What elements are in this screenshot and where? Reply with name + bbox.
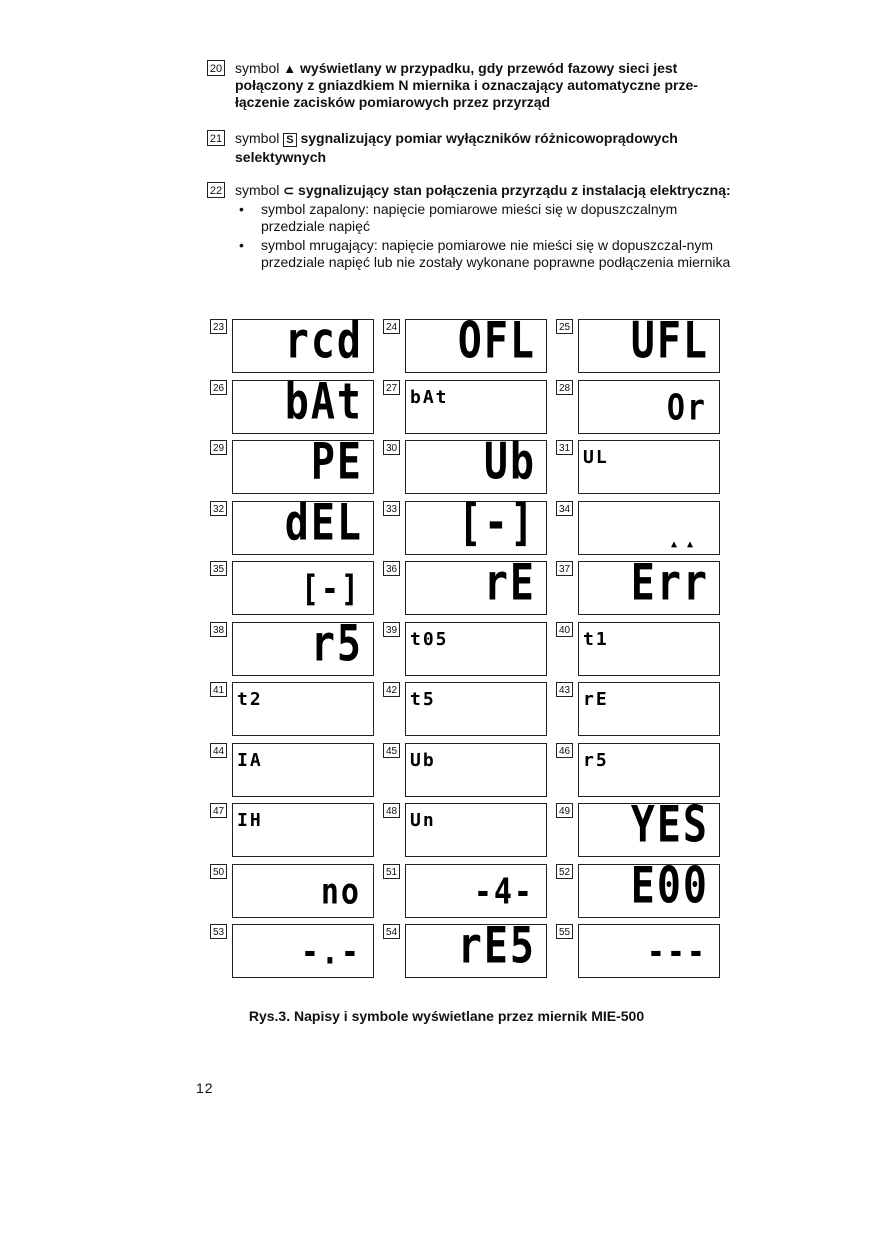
lcd-cell (556, 554, 728, 619)
lcd-display-frame (405, 803, 547, 857)
lcd-display-frame (578, 501, 720, 555)
lcd-cell-number: 39 (383, 622, 400, 637)
lcd-cell (556, 312, 728, 377)
lcd-cell-number: 54 (383, 924, 400, 939)
lcd-text: UFL (630, 312, 709, 370)
lcd-display-frame (232, 743, 374, 797)
lcd-display-frame (405, 682, 547, 736)
lcd-cell (210, 559, 382, 619)
lcd-text: r5 (583, 749, 609, 771)
lcd-display-frame (232, 615, 374, 676)
lcd-cell (383, 433, 555, 498)
lcd-text: Un (410, 810, 436, 831)
lcd-text: Err (630, 554, 709, 612)
lcd-text: bAt (284, 373, 363, 431)
lcd-cell (556, 378, 728, 438)
item-number: 21 (207, 130, 225, 146)
lcd-cell-number: 29 (210, 440, 227, 455)
lcd-cell (210, 922, 382, 982)
lcd-text: OFL (457, 312, 536, 370)
list-item: • symbol zapalony: napięcie pomiarowe mieści się w dopuszczalnym przedziale napięć (235, 201, 737, 235)
lcd-cell (556, 922, 728, 982)
lcd-cell (556, 857, 728, 922)
lcd-display-frame (578, 682, 720, 736)
list-item: • symbol mrugający: napięcie pomiarowe nie mieści się w dopuszczal-nym przedziale napięć lub nie zostały wykonane poprawne podłączenia miernika (235, 237, 737, 271)
lcd-text: Ub (483, 433, 536, 491)
lcd-cell-number: 43 (556, 682, 573, 697)
figure-caption: Rys.3. Napisy i symbole wyświetlane przez miernik MIE-500 (248, 1008, 645, 1024)
lcd-cell-number: 27 (383, 380, 400, 395)
lcd-cell (556, 499, 728, 559)
lcd-text: r5 (310, 615, 363, 673)
lcd-cell (210, 801, 382, 861)
lcd-cell (210, 741, 382, 801)
item-number: 22 (207, 182, 225, 198)
lcd-cell-number: 49 (556, 803, 573, 818)
lcd-display-frame (405, 864, 547, 918)
lcd-cell (210, 862, 382, 922)
lcd-display-frame (232, 682, 374, 736)
lcd-cell (383, 741, 555, 801)
lcd-text: t2 (237, 689, 263, 710)
lcd-cell (210, 680, 382, 740)
lcd-cell-number: 25 (556, 319, 573, 334)
lcd-display-frame (405, 494, 547, 555)
item-20 (207, 60, 737, 111)
lcd-display-frame (578, 857, 720, 918)
plug-connection-icon: ⊂ (283, 183, 295, 198)
lcd-text: t1 (583, 628, 609, 650)
lcd-cell (556, 438, 728, 498)
lcd-text: [-] (300, 568, 361, 610)
lcd-display-frame (232, 373, 374, 434)
lcd-cell-number: 44 (210, 743, 227, 758)
lcd-cell-number: 30 (383, 440, 400, 455)
lcd-text: IH (237, 810, 263, 831)
lcd-display-frame (232, 924, 374, 978)
lcd-cell (383, 554, 555, 619)
lcd-cell-number: 55 (556, 924, 573, 939)
lcd-cell (210, 312, 382, 377)
item-number: 20 (207, 60, 225, 76)
item-21 (207, 130, 737, 166)
lcd-cell-number: 32 (210, 501, 227, 516)
item-text: symbol S sygnalizujący pomiar wyłączników różnicowoprądowych selektywnych (235, 130, 678, 165)
lcd-cell-number: 24 (383, 319, 400, 334)
lcd-text: UL (583, 447, 609, 468)
lcd-display-frame (578, 743, 720, 797)
lcd-display-frame (405, 312, 547, 373)
lcd-cell-number: 31 (556, 440, 573, 455)
lcd-cell-number: 47 (210, 803, 227, 818)
lcd-display-frame (578, 312, 720, 373)
lcd-display-frame (405, 917, 547, 978)
lcd-cell (556, 680, 728, 740)
lcd-symbol-grid (210, 312, 728, 983)
item-text: symbol ⊂ sygnalizujący stan połączenia przyrządu z instalacją elektryczną: • symbol zapalony: napięcie pomiarowe mieści się w dopuszczalnym przedziale napięć • symbol mrugający: napięcie pomiarowe nie mieści się w dopuszczal-nym przedziale napięć lub nie zostały wykonane poprawne podłączenia miernika (235, 182, 737, 271)
lcd-cell-number: 51 (383, 864, 400, 879)
lcd-cell-number: 41 (210, 682, 227, 697)
lcd-text: --- (646, 931, 707, 973)
lcd-cell (383, 801, 555, 861)
lcd-display-frame (578, 380, 720, 434)
lcd-text: t05 (410, 628, 449, 650)
lcd-text: rE5 (457, 917, 536, 975)
lcd-display-frame (405, 433, 547, 494)
lcd-cell-number: 50 (210, 864, 227, 879)
lcd-text: t5 (410, 689, 436, 710)
lcd-cell (210, 494, 382, 559)
lcd-cell (210, 433, 382, 498)
lcd-cell-number: 48 (383, 803, 400, 818)
lcd-text: rcd (284, 312, 363, 370)
lcd-text: dEL (284, 494, 363, 552)
lcd-cell-number: 26 (210, 380, 227, 395)
lcd-text: rE (483, 554, 536, 612)
lcd-display-frame (405, 554, 547, 615)
lcd-text: PE (310, 433, 363, 491)
lcd-cell (383, 680, 555, 740)
lcd-cell (556, 620, 728, 680)
lcd-cell (383, 378, 555, 438)
item-text: symbol ▲ wyświetlany w przypadku, gdy przewód fazowy sieci jest połączony z gniazdkiem N miernika i oznaczający automatyczne prze-łączenie zacisków pomiarowych przez przyrząd (235, 60, 698, 110)
lcd-text: Or (666, 386, 707, 429)
lcd-cell-number: 34 (556, 501, 573, 516)
lcd-display-frame (578, 554, 720, 615)
lcd-text: Ub (410, 749, 436, 771)
page-number: 12 (196, 1080, 214, 1096)
lcd-text: -.- (300, 931, 361, 973)
lcd-cell-number: 42 (383, 682, 400, 697)
lcd-display-frame (232, 803, 374, 857)
lcd-display-frame (232, 561, 374, 615)
lcd-cell-number: 52 (556, 864, 573, 879)
lcd-text: E00 (630, 857, 709, 915)
lcd-cell-number: 46 (556, 743, 573, 758)
lcd-display-frame (578, 622, 720, 676)
lcd-cell (210, 373, 382, 438)
lcd-display-frame (578, 924, 720, 978)
lcd-cell-number: 36 (383, 561, 400, 576)
lcd-cell-number: 53 (210, 924, 227, 939)
warning-triangle-icon: ▲ (283, 61, 297, 76)
lcd-display-frame (405, 380, 547, 434)
lcd-cell-number: 23 (210, 319, 227, 334)
lcd-cell-number: 37 (556, 561, 573, 576)
lcd-display-frame (405, 622, 547, 676)
lcd-cell (556, 796, 728, 861)
lcd-text: YES (630, 796, 709, 854)
bullet-list (235, 201, 737, 271)
selective-s-icon: S (283, 133, 296, 147)
lcd-text: rE (583, 689, 609, 710)
lcd-cell (383, 917, 555, 982)
lcd-cell (383, 312, 555, 377)
lcd-cell-number: 40 (556, 622, 573, 637)
lcd-cell-number: 38 (210, 622, 227, 637)
lcd-cell (210, 615, 382, 680)
lcd-cell-number: 28 (556, 380, 573, 395)
lcd-display-frame (232, 494, 374, 555)
lcd-text: [-] (457, 494, 536, 552)
lcd-text: ▲ ▲ (670, 538, 695, 550)
lcd-text: bAt (410, 386, 449, 408)
lcd-cell-number: 45 (383, 743, 400, 758)
lcd-text: IA (237, 749, 263, 771)
lcd-display-frame (405, 743, 547, 797)
lcd-cell (383, 620, 555, 680)
lcd-text: -4- (473, 870, 534, 913)
lcd-display-frame (232, 312, 374, 373)
item-22 (207, 182, 737, 273)
lcd-cell (556, 741, 728, 801)
lcd-display-frame (232, 864, 374, 918)
lcd-cell (383, 862, 555, 922)
lcd-cell-number: 33 (383, 501, 400, 516)
lcd-display-frame (578, 440, 720, 494)
lcd-cell (383, 494, 555, 559)
lcd-display-frame (578, 796, 720, 857)
lcd-display-frame (232, 433, 374, 494)
lcd-cell-number: 35 (210, 561, 227, 576)
lcd-text: no (320, 870, 361, 913)
